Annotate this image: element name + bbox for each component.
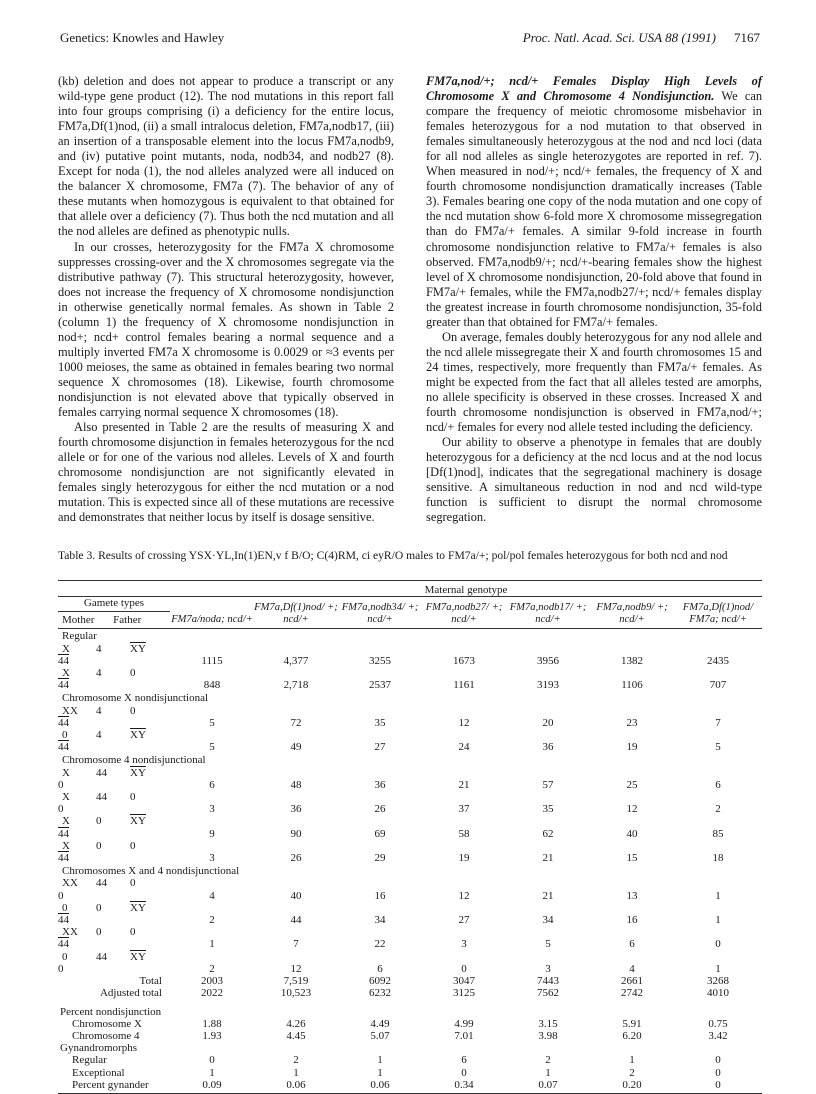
genotype-column-header: FM7a,nodb34/ +; ncd/+ xyxy=(338,597,422,629)
genotype-header-row xyxy=(58,597,762,629)
gamete-cell xyxy=(58,705,170,729)
gamete-label: 0 xyxy=(58,803,64,816)
table-row xyxy=(58,877,762,901)
table-cell: 2 xyxy=(715,803,721,816)
section-label: Gynandromorphs xyxy=(60,1042,137,1055)
right-column xyxy=(426,74,762,525)
table-cell: 5 xyxy=(545,938,551,951)
table-row xyxy=(58,926,762,950)
table-body xyxy=(58,629,762,1094)
results-table xyxy=(58,580,762,1094)
gamete-label: $\overline{XY}$ xyxy=(130,950,146,963)
table-cell: 6092 xyxy=(369,975,391,988)
table-cell: 36 xyxy=(290,803,302,816)
table-cell: 7.01 xyxy=(454,1029,474,1042)
table-cell: 1 xyxy=(715,962,721,975)
gamete-cell xyxy=(58,926,170,950)
page-number: 7167 xyxy=(734,30,760,45)
gamete-label: 0 xyxy=(58,778,64,791)
table-cell: 1161 xyxy=(453,679,475,692)
gamete-label: 0 xyxy=(96,901,102,914)
gamete-label: 0 xyxy=(96,815,102,828)
table-cell: 0.07 xyxy=(506,1079,590,1094)
paragraph: Our ability to observe a phenotype in females that are doubly heterozygous for a deficiency at the ncd locus and at the nod locus [Df(1)nod], indicates that the segregational machinery is dosage sensitive. A simultaneous reduction in nod and ncd wild-type function is sufficient to disrupt the normal chromosome segregation. xyxy=(426,435,762,525)
table-cell: 36 xyxy=(374,778,386,791)
table-cell: 2 xyxy=(209,914,215,927)
table-cell: 6 xyxy=(715,778,721,791)
gamete-label: 44 xyxy=(96,791,107,804)
gamete-label: 0 xyxy=(96,926,102,939)
table-cell: 26 xyxy=(290,852,302,865)
group-header-row xyxy=(58,691,762,704)
gamete-label: 0 xyxy=(130,704,136,717)
group-header-row xyxy=(58,753,762,766)
gamete-label: 4 xyxy=(96,667,102,680)
table-cell: 15 xyxy=(626,852,638,865)
gamete-cell xyxy=(58,729,170,753)
table-cell: 0 xyxy=(209,1054,215,1067)
gamete-label: 0 xyxy=(62,950,68,963)
table-cell: 34 xyxy=(374,914,386,927)
table-cell: 2 xyxy=(209,962,215,975)
gamete-label: X xyxy=(62,791,70,804)
table-row xyxy=(58,1030,762,1042)
gamete-cell xyxy=(58,791,170,815)
gamete-label: XX xyxy=(62,704,78,717)
gamete-label: 44 xyxy=(58,938,69,951)
genotype-column-header: FM7a,nodb9/ +; ncd/+ xyxy=(590,597,674,629)
table-row xyxy=(58,767,762,791)
table-cell: 848 xyxy=(203,679,221,692)
table-cell: 5.91 xyxy=(622,1017,642,1030)
table-cell: 12 xyxy=(290,962,302,975)
group-label: Chromosome 4 nondisjunctional xyxy=(62,754,206,767)
table-cell: 40 xyxy=(626,827,638,840)
genotype-column-header: FM7a,Df(1)nod/ +; ncd/+ xyxy=(254,597,338,629)
table-row xyxy=(58,1018,762,1030)
gamete-label: 44 xyxy=(58,716,69,729)
gamete-label: $\overline{XY}$ xyxy=(130,901,146,914)
table-cell: 4 xyxy=(629,962,635,975)
table-cell: 1382 xyxy=(621,654,643,667)
table-row xyxy=(58,705,762,729)
table-cell: 3.15 xyxy=(538,1017,558,1030)
table-cell: 0.34 xyxy=(422,1079,506,1094)
gamete-label: 44 xyxy=(58,679,69,692)
gamete-label: X xyxy=(62,839,70,852)
table-cell: 7,519 xyxy=(283,975,309,988)
table-cell: 85 xyxy=(712,827,724,840)
table-cell: 0 xyxy=(715,1066,721,1079)
table-cell: 2537 xyxy=(369,679,391,692)
mother-label: Mother xyxy=(62,614,95,627)
table-cell: 34 xyxy=(542,914,554,927)
group-header-row xyxy=(58,864,762,877)
row-label: Chromosome X xyxy=(72,1017,142,1030)
row-label: Regular xyxy=(72,1054,107,1067)
gamete-label: X xyxy=(62,815,70,828)
section-label: Percent nondisjunction xyxy=(60,1005,162,1018)
gamete-label: 44 xyxy=(58,827,69,840)
table-cell: 1106 xyxy=(621,679,643,692)
table-cell: 7562 xyxy=(537,987,559,1000)
table-cell: 3.98 xyxy=(538,1029,558,1042)
table-cell: 6232 xyxy=(369,987,391,1000)
table-cell: 1 xyxy=(715,889,721,902)
row-label: Percent gynander xyxy=(58,1079,170,1094)
table-cell: 13 xyxy=(626,889,638,902)
table-cell: 0 xyxy=(715,938,721,951)
gamete-label: X xyxy=(62,642,70,655)
table-cell: 20 xyxy=(542,716,554,729)
table-cell: 2003 xyxy=(201,975,223,988)
table-cell: 2 xyxy=(629,1066,635,1079)
running-header xyxy=(60,30,760,48)
table-cell: 22 xyxy=(374,938,386,951)
table-cell: 48 xyxy=(290,778,302,791)
table-cell: 2022 xyxy=(201,987,223,1000)
table-row xyxy=(58,1079,762,1094)
gamete-label: 4 xyxy=(96,642,102,655)
table-cell: 1 xyxy=(209,1066,215,1079)
table-cell: 44 xyxy=(290,914,302,927)
table-cell: 58 xyxy=(458,827,470,840)
header-journal: Proc. Natl. Acad. Sci. USA 88 (1991) xyxy=(522,30,716,45)
table-cell: 6 xyxy=(377,962,383,975)
paragraph: In our crosses, heterozygosity for the FM7a X chromosome suppresses crossing-over and the X chromosomes segregate via the distributive pathway (7). This structural heterozygosity, however, does not increase the frequency of X chromosome nondisjunction in otherwise genetically normal females. As shown in Table 2 (column 1) the frequency of X chromosome nondisjunction in nod+; ncd+ control females bearing a normal sequence and a multiply inverted FM7a X chromosome is 0.0029 or ≈3 events per 1000 meioses, the same as obtained in females bearing two normal sequence X chromosomes (18). Likewise, fourth chromosome nondisjunction is not elevated above that typically observed in females carrying normal sequence X chromosomes (18). xyxy=(58,239,394,420)
table-cell: 49 xyxy=(290,741,302,754)
table-cell: 5 xyxy=(715,741,721,754)
table-cell: 27 xyxy=(374,741,386,754)
table-cell: 23 xyxy=(626,716,638,729)
section-header-row xyxy=(58,1042,762,1054)
table-cell: 2 xyxy=(293,1054,299,1067)
table-cell: 7 xyxy=(715,716,721,729)
paragraph xyxy=(426,74,762,330)
gamete-label: 44 xyxy=(58,741,69,754)
table-cell: 2435 xyxy=(707,654,729,667)
paragraph-text: We can compare the frequency of meiotic chromosome misbehavior in females heterozygous for a nod mutation to that observed in females simultaneously heterozygous at the nod and ncd loci (data for all nod alleles as single heterozygotes are reported in ref. 7). When measured in nod/+; ncd/+ females, the frequency of X and fourth chromosome nondisjunction dramatically increases (Table 3). Females bearing one copy of the noda mutation and one copy of the ncd mutation show 6-fold more X chromosome missegregation than do FM7a/+ females. A similar 9-fold increase in fourth chromosome nondisjunction relative to FM7a/+ females is also observed. FM7a,nodb9/+; ncd/+-bearing females show the highest level of X chromosome nondisjunction, 20-fold above that found in FM7a/+ females, while the FM7a,nodb27/+; ncd/+ females display the greatest increase in fourth chromosome nondisjunction, 35-fold greater than that obtained for FM7a/+ females. xyxy=(426,89,763,329)
table-cell: 0.06 xyxy=(254,1079,338,1094)
left-column xyxy=(58,74,394,525)
table-cell: 1 xyxy=(377,1054,383,1067)
table-cell: 90 xyxy=(290,827,302,840)
row-label: Total xyxy=(139,975,162,988)
gamete-label: 0 xyxy=(58,962,64,975)
gamete-types-label: Gamete types xyxy=(58,597,170,612)
group-header-row xyxy=(58,629,762,643)
table-cell: 37 xyxy=(458,803,470,816)
genotype-column-header: FM7a,nodb27/ +; ncd/+ xyxy=(422,597,506,629)
table-cell: 1673 xyxy=(453,654,475,667)
gamete-label: 0 xyxy=(96,839,102,852)
table-row xyxy=(58,667,762,691)
row-label: Chromosome 4 xyxy=(72,1029,140,1042)
gamete-label: 44 xyxy=(58,914,69,927)
gamete-label: XX xyxy=(62,877,78,890)
row-label: Adjusted total xyxy=(99,987,162,1000)
gamete-label: 0 xyxy=(130,877,136,890)
table-cell: 6 xyxy=(461,1054,467,1067)
gamete-label: 0 xyxy=(130,926,136,939)
table-cell: 3268 xyxy=(707,975,729,988)
maternal-genotype-header: Maternal genotype xyxy=(170,581,762,597)
gamete-cell xyxy=(58,815,170,839)
table-cell: 0.75 xyxy=(708,1017,728,1030)
table-cell: 35 xyxy=(542,803,554,816)
table-cell: 35 xyxy=(374,716,386,729)
table-cell: 7443 xyxy=(537,975,559,988)
table-cell: 16 xyxy=(626,914,638,927)
gamete-label: 44 xyxy=(96,766,107,779)
table-cell: 1.93 xyxy=(202,1029,222,1042)
gamete-label: $\overline{XY}$ xyxy=(130,766,146,779)
gamete-label: 4 xyxy=(96,729,102,742)
table-cell: 3255 xyxy=(369,654,391,667)
table-cell: 2742 xyxy=(621,987,643,1000)
table-cell: 6 xyxy=(209,778,215,791)
gamete-label: X xyxy=(62,667,70,680)
table-caption: Table 3. Results of crossing YSX·YL,In(1)EN,v f B/O; C(4)RM, ci eyR/O males to FM7a/+; pol/pol females heterozygous for both ncd and nod xyxy=(58,549,728,562)
table-cell: 1115 xyxy=(201,654,223,667)
table-cell: 0 xyxy=(674,1079,762,1094)
table-cell: 12 xyxy=(626,803,638,816)
table-cell: 1 xyxy=(293,1066,299,1079)
table-cell: 6.20 xyxy=(622,1029,642,1042)
table-cell: 2 xyxy=(545,1054,551,1067)
table-cell: 3 xyxy=(209,803,215,816)
table-row xyxy=(58,1054,762,1066)
group-label: Chromosome X nondisjunctional xyxy=(62,692,209,705)
table-cell: 0 xyxy=(461,1066,467,1079)
table-cell: 10,523 xyxy=(280,987,312,1000)
gamete-label: 44 xyxy=(96,877,107,890)
paragraph: On average, females doubly heterozygous for any nod allele and the ncd allele missegregate their X and fourth chromosomes 15 and 24 times, respectively, more frequently than FM7a/+ females. As might be expected from the fact that all alleles tested are amorphs, no allele specificity is observed in these crosses. Increased X and fourth chromosome nondisjunction is observed in FM7a,nod/+; ncd/+ females for every nod allele tested including the deficiency. xyxy=(426,329,762,435)
genotype-column-header: FM7a,Df(1)nod/ FM7a; ncd/+ xyxy=(674,597,762,629)
table-row xyxy=(58,791,762,815)
table-cell: 62 xyxy=(542,827,554,840)
table-cell: 4.49 xyxy=(370,1017,390,1030)
table-cell: 40 xyxy=(290,889,302,902)
gamete-label: 44 xyxy=(58,852,69,865)
table-cell: 4.26 xyxy=(286,1017,306,1030)
table-cell: 3125 xyxy=(453,987,475,1000)
table-cell: 4,377 xyxy=(283,654,309,667)
table-cell: 21 xyxy=(458,778,470,791)
gamete-label: 44 xyxy=(58,654,69,667)
table-cell: 0.06 xyxy=(338,1079,422,1094)
gamete-label: XX xyxy=(62,926,78,939)
adjusted-total-row xyxy=(58,987,762,999)
table-cell: 2661 xyxy=(621,975,643,988)
table-cell: 27 xyxy=(458,914,470,927)
table-cell: 1.88 xyxy=(202,1017,222,1030)
table-cell: 7 xyxy=(293,938,299,951)
gamete-label: $\overline{XY}$ xyxy=(130,815,146,828)
table-row xyxy=(58,902,762,926)
table-cell: 21 xyxy=(542,889,554,902)
table-cell: 26 xyxy=(374,803,386,816)
gamete-label: $\overline{XY}$ xyxy=(130,729,146,742)
gamete-label: 0 xyxy=(130,839,136,852)
table-cell: 57 xyxy=(542,778,554,791)
gamete-label: 0 xyxy=(130,667,136,680)
section-heading: FM7a,nod/+; ncd/+ Females Display High Levels of Chromosome X and Chromosome 4 Nondisjunction. xyxy=(426,74,762,104)
table-cell: 0 xyxy=(461,962,467,975)
total-row xyxy=(58,975,762,987)
table-cell: 4 xyxy=(209,889,215,902)
table-cell: 25 xyxy=(626,778,638,791)
father-label: Father xyxy=(113,614,142,627)
table-cell: 1 xyxy=(715,914,721,927)
gamete-cell xyxy=(58,643,170,667)
table-cell: 19 xyxy=(626,741,638,754)
paragraph: (kb) deletion and does not appear to produce a transcript or any wild-type gene product (12). The nod mutations in this report fall into four groups comprising (i) a deficiency for the entire locus, FM7a,Df(1)nod, (ii) a small intralocus deletion, FM7a,nodb17, (iii) an insertion of a transposable element into the locus FM7a,nodb9, and (iv) putative point mutants, noda, nodb34, and nodb27 (8). Except for noda (1), the nod alleles analyzed were all induced on the balancer X chromosome, FM7a (7). The behavior of any of these mutants when homozygous is equivalent to that obtained for that allele over a deficiency (7). Thus both the ncd mutation and all the nod alleles are defined as phenotypic nulls. xyxy=(58,74,394,239)
table-cell: 5 xyxy=(209,716,215,729)
table-cell: 0.09 xyxy=(170,1079,254,1094)
table-cell: 0.20 xyxy=(590,1079,674,1094)
table-cell: 36 xyxy=(542,741,554,754)
table-cell: 69 xyxy=(374,827,386,840)
table-cell: 707 xyxy=(709,679,727,692)
header-authors: Genetics: Knowles and Hawley xyxy=(60,30,225,45)
table-row xyxy=(58,729,762,753)
table-cell: 12 xyxy=(458,716,470,729)
table-row xyxy=(58,643,762,667)
table-cell: 9 xyxy=(209,827,215,840)
table-cell: 5 xyxy=(209,741,215,754)
table-row xyxy=(58,1067,762,1079)
gamete-label: 0 xyxy=(58,889,64,902)
table-cell: 19 xyxy=(458,852,470,865)
mother-father-header xyxy=(58,597,170,629)
group-label: Chromosomes X and 4 nondisjunctional xyxy=(62,865,240,878)
genotype-column-header: FM7a/noda; ncd/+ xyxy=(170,597,254,629)
gamete-cell xyxy=(58,951,170,975)
gamete-cell xyxy=(58,877,170,901)
section-header-row xyxy=(58,1006,762,1018)
gamete-label: 44 xyxy=(96,950,107,963)
table-row xyxy=(58,951,762,975)
table-cell: 1 xyxy=(377,1066,383,1079)
gamete-label: 0 xyxy=(62,901,68,914)
table-cell: 0 xyxy=(715,1054,721,1067)
table-cell: 3047 xyxy=(453,975,475,988)
gamete-label: 0 xyxy=(62,729,68,742)
gamete-types-header xyxy=(58,581,170,597)
table-cell: 1 xyxy=(629,1054,635,1067)
table-cell: 3 xyxy=(209,852,215,865)
table-cell: 3.42 xyxy=(708,1029,728,1042)
table-cell: 18 xyxy=(712,852,724,865)
table-cell: 4.99 xyxy=(454,1017,474,1030)
table-cell: 6 xyxy=(629,938,635,951)
table-cell: 21 xyxy=(542,852,554,865)
table-cell: 24 xyxy=(458,741,470,754)
table-cell: 12 xyxy=(458,889,470,902)
gamete-cell xyxy=(58,767,170,791)
paragraph: Also presented in Table 2 are the results of measuring X and fourth chromosome disjunction in females heterozygous for the ncd allele or for one of the various nod alleles. Levels of X and fourth chromosome nondisjunction are not significantly elevated in females singly heterozygous for either the ncd mutation or a nod mutation. This is expected since all of these mutations are recessive and demonstrates that neither locus by itself is dosage sensitive. xyxy=(58,420,394,525)
table-cell: 3 xyxy=(461,938,467,951)
table-row xyxy=(58,815,762,839)
gamete-cell xyxy=(58,902,170,926)
table-cell: 2,718 xyxy=(283,679,309,692)
gamete-label: 4 xyxy=(96,704,102,717)
table-cell: 4.45 xyxy=(286,1029,306,1042)
gamete-cell xyxy=(58,840,170,864)
table-cell: 4010 xyxy=(707,987,729,1000)
table-cell: 3193 xyxy=(537,679,559,692)
gamete-cell xyxy=(58,667,170,691)
gamete-label: X xyxy=(62,766,70,779)
table-cell: 1 xyxy=(209,938,215,951)
table-cell: 16 xyxy=(374,889,386,902)
row-label: Exceptional xyxy=(72,1066,125,1079)
gamete-label: 0 xyxy=(130,791,136,804)
table-cell: 3956 xyxy=(537,654,559,667)
table-cell: 1 xyxy=(545,1066,551,1079)
group-label: Regular xyxy=(62,630,97,643)
table-cell: 72 xyxy=(290,716,302,729)
genotype-column-header: FM7a,nodb17/ +; ncd/+ xyxy=(506,597,590,629)
table-cell: 5.07 xyxy=(370,1029,390,1042)
table-cell: 3 xyxy=(545,962,551,975)
gamete-label: $\overline{XY}$ xyxy=(130,642,146,655)
table-row xyxy=(58,840,762,864)
table-cell: 29 xyxy=(374,852,386,865)
